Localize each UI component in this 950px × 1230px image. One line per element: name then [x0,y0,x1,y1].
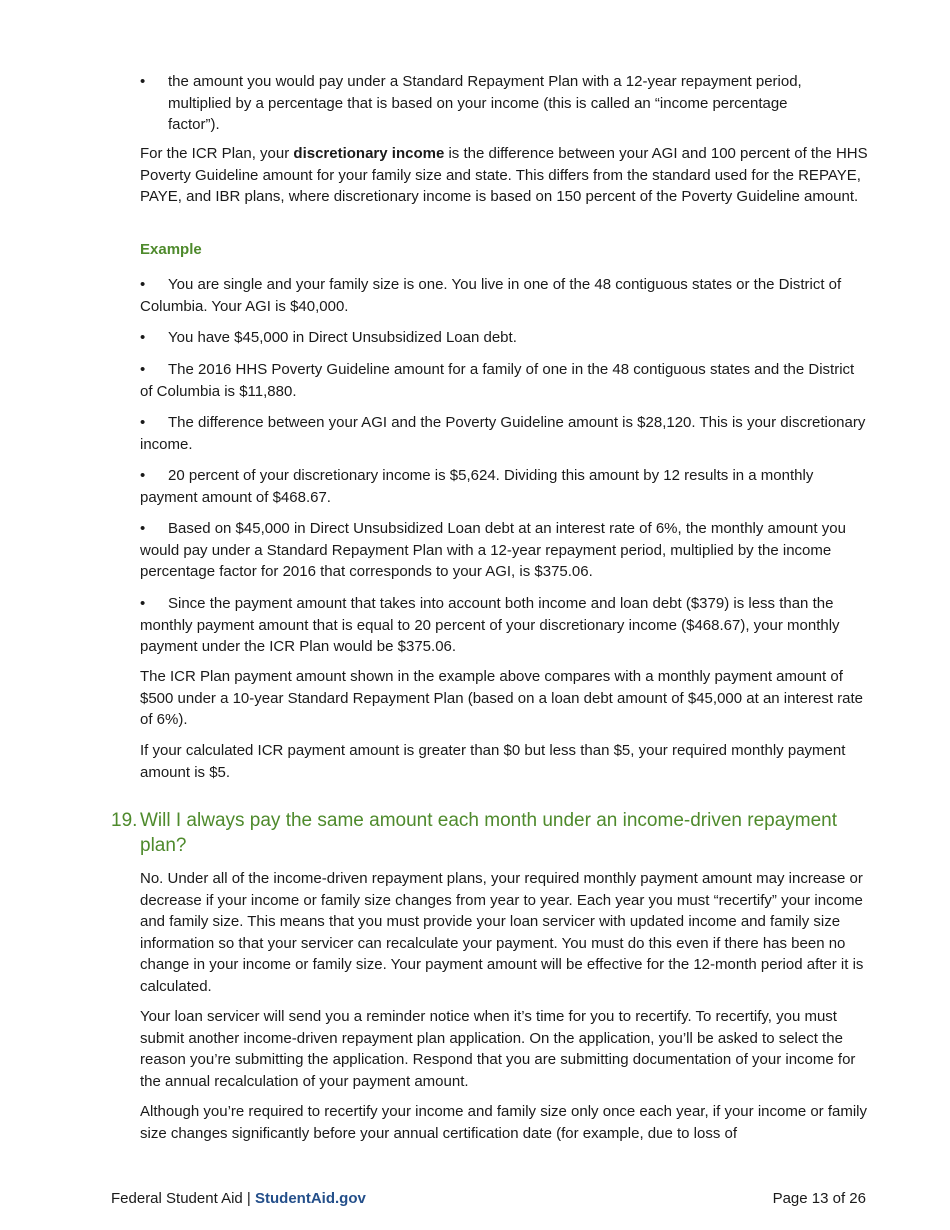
page-number: Page 13 of 26 [772,1190,866,1207]
paragraph-text: For the ICR Plan, your [140,145,294,162]
bullet-text: You are single and your family size is one. You live in one of the 48 contiguous states or the District of Columbia. Your AGI is $40,000. [140,276,842,315]
example-bullet [140,327,868,349]
paragraph-text: is the difference between your AGI and 100 percent of the HHS Poverty Guideline amount for your family size and state. This differs from the standard used for the REPAYE, PAYE, and IBR plans, where discretionary income is based on 150 percent of the Poverty Guideline amount. [140,145,868,205]
footer-org: Federal Student Aid | [111,1190,255,1207]
bullet-glyph: • [140,73,146,90]
minimum-payment-paragraph: If your calculated ICR payment amount is greater than $0 but less than $5, your required monthly payment amount is $5. [140,742,846,781]
footer-source [111,1188,366,1210]
answer-paragraph: Although you’re required to recertify your income and family size only once each year, if your income or family size changes significantly before your annual certification date (for example, due to loss of [140,1103,868,1142]
bullet-glyph: • [140,467,146,484]
bullet-text: Since the payment amount that takes into account both income and loan debt ($379) is less than the monthly payment amount that is equal to 20 percent of your discretionary income ($468.67), your monthly payment under the ICR Plan would be $375.06. [140,595,840,655]
bullet-text: Based on $45,000 in Direct Unsubsidized Loan debt at an interest rate of 6%, the monthly amount you would pay under a Standard Repayment Plan with a 12-year repayment period, multiplied by the income percentage factor for 2016 that corresponds to your AGI, is $375.06. [140,520,846,580]
example-bullet [140,518,868,583]
bullet-glyph: • [140,520,146,537]
discretionary-income-term: discretionary income [293,145,445,162]
bullet-glyph: • [140,414,146,431]
example-bullet [140,412,868,455]
icr-discretionary-income-paragraph [140,143,868,208]
bullet-text: You have $45,000 in Direct Unsubsidized Loan debt. [168,329,517,346]
bullet-glyph: • [140,361,146,378]
question-number: 19. [111,810,138,831]
bullet-text: The 2016 HHS Poverty Guideline amount for a family of one in the 48 contiguous states and the District of Columbia is $11,880. [140,361,855,400]
studentaid-link[interactable]: StudentAid.gov [255,1190,366,1207]
bullet-text: 20 percent of your discretionary income is $5,624. Dividing this amount by 12 results in a monthly payment amount of $468.67. [140,467,814,506]
example-bullet [140,274,868,317]
example-bullet [140,359,868,402]
bullet-text: the amount you would pay under a Standard Repayment Plan with a 12-year repayment period, multiplied by a percentage that is based on your income (this is called an “income percentage factor”). [168,73,802,133]
comparison-paragraph: The ICR Plan payment amount shown in the example above compares with a monthly payment amount of $500 under a 10-year Standard Repayment Plan (based on a loan debt amount of $45,000 at an interest rate of 6%). [140,668,863,728]
bullet-glyph: • [140,595,146,612]
income-factor-bullet [140,71,840,136]
bullet-text: The difference between your AGI and the Poverty Guideline amount is $28,120. This is your discretionary income. [140,414,866,453]
question-heading [111,808,851,858]
bullet-glyph: • [140,276,146,293]
example-bullet [140,593,868,658]
example-bullet [140,465,868,508]
bullet-glyph: • [140,329,146,346]
question-text: Will I always pay the same amount each month under an income-driven repayment plan? [140,810,838,856]
answer-paragraph: Your loan servicer will send you a reminder notice when it’s time for you to recertify. To recertify, you must submit another income-driven repayment plan application. On the application, you’ll be asked to select the reason you’re submitting the application. Respond that you are submitting documentation of your income for the annual recalculation of your payment amount. [140,1008,856,1090]
answer-paragraph: No. Under all of the income-driven repayment plans, your required monthly payment amount may increase or decrease if your income or family size changes from year to year. Each year you must “recertify” your income and family size. This means that you must provide your loan servicer with updated income and family size information so that your servicer can recalculate your payment. You must do this even if there has been no change in your income or family size. Your payment amount will be effective for the 12-month period after it is calculated. [140,870,864,995]
example-heading: Example [140,241,202,258]
